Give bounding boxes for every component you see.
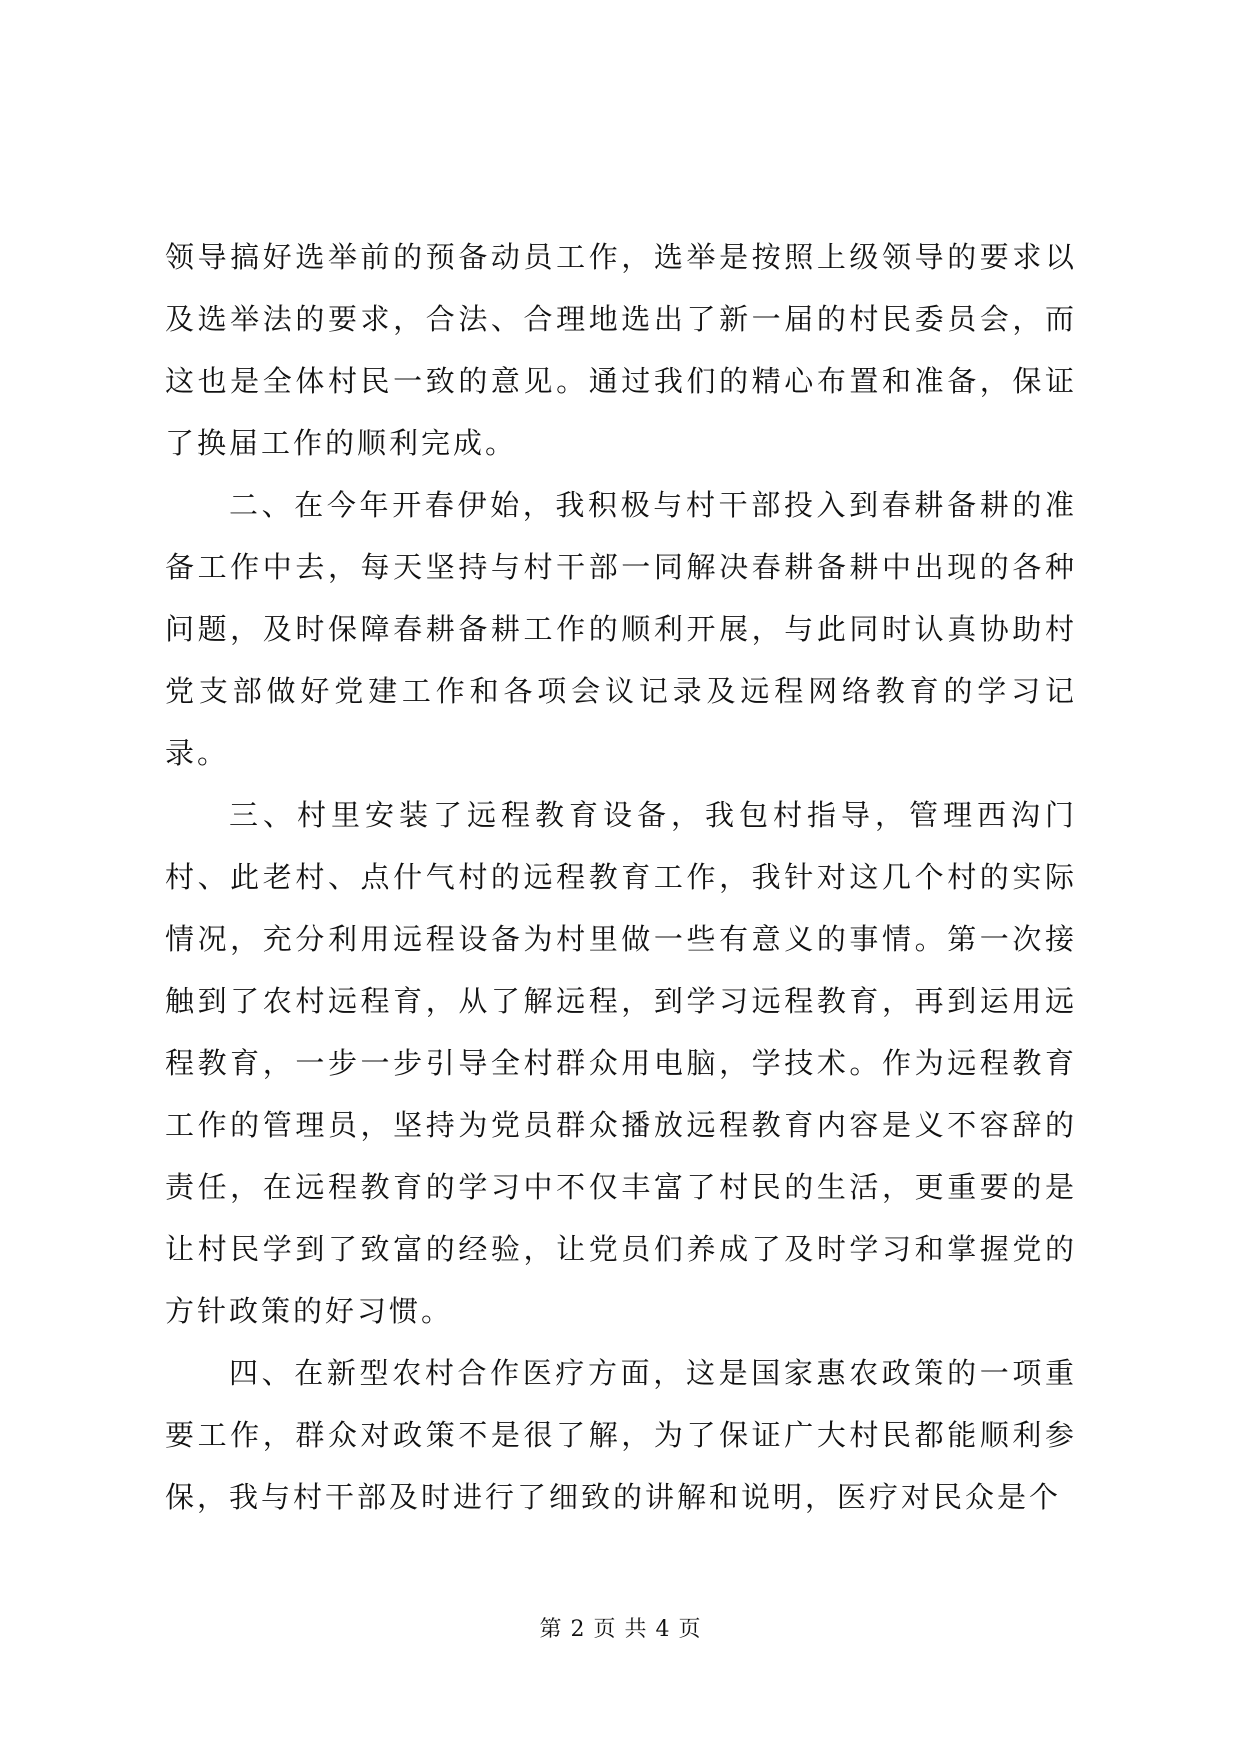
paragraph-item-2: 二、在今年开春伊始，我积极与村干部投入到春耕备耕的准备工作中去，每天坚持与村干部一同解决春耕备耕中出现的各种问题，及时保障春耕备耕工作的顺利开展，与此同时认真协助村党支部做好党建工作和各项会议记录及远程网络教育的学习记录。 — [165, 488, 1077, 770]
paragraph-continuation: 领导搞好选举前的预备动员工作，选举是按照上级领导的要求以及选举法的要求，合法、合理地选出了新一届的村民委员会，而这也是全体村民一致的意见。通过我们的精心布置和准备，保证了换届工作的顺利完成。 — [165, 240, 1077, 460]
paragraph-item-4: 四、在新型农村合作医疗方面，这是国家惠农政策的一项重要工作，群众对政策不是很了解，为了保证广大村民都能顺利参保，我与村干部及时进行了细致的讲解和说明，医疗对民众是个 — [165, 1356, 1077, 1514]
paragraph-item-3: 三、村里安装了远程教育设备，我包村指导，管理西沟门村、此老村、点什气村的远程教育工作，我针对这几个村的实际情况，充分利用远程设备为村里做一些有意义的事情。第一次接触到了农村远程育，从了解远程，到学习远程教育，再到运用远程教育，一步一步引导全村群众用电脑，学技术。作为远程教育工作的管理员，坚持为党员群众播放远程教育内容是义不容辞的责任，在远程教育的学习中不仅丰富了村民的生活，更重要的是让村民学到了致富的经验，让党员们养成了及时学习和掌握党的方针政策的好习惯。 — [165, 798, 1077, 1328]
page-number-footer: 第 2 页 共 4 页 — [539, 1617, 702, 1642]
document-body — [165, 226, 1077, 1528]
